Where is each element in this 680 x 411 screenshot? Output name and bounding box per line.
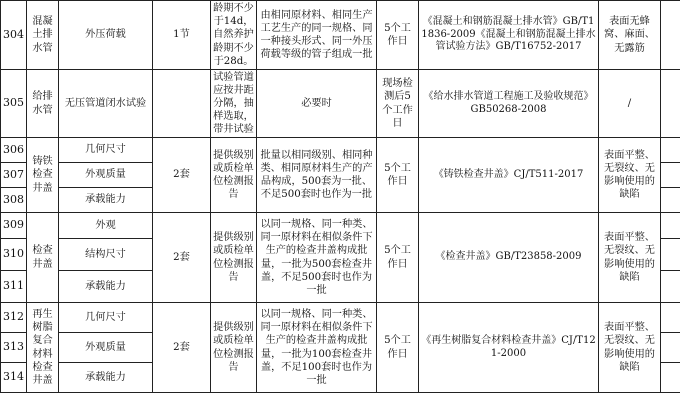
- test-item: 几何尺寸: [59, 303, 153, 333]
- sampling-frequency: 提供级别或质检单位检测报告: [211, 213, 257, 303]
- acceptance-criteria: 表面无蜂窝、麻面、无露筋: [599, 1, 661, 70]
- remarks-cell: [661, 271, 680, 303]
- batch-rule: 以同一规格、同一种类、同一原材料在相似条件下生产的检查井盖构成批量，一批为100套检查井盖，不足100套时也作为一批: [257, 303, 377, 393]
- remarks-cell: [661, 188, 680, 213]
- test-item: 承载能力: [59, 271, 153, 303]
- remarks-cell: [661, 333, 680, 363]
- sample-count: 1节: [153, 1, 211, 70]
- report-period: 5个工作日: [377, 213, 419, 303]
- remarks-cell: [661, 163, 680, 188]
- row-number: 311: [1, 271, 27, 303]
- row-number: 304: [1, 1, 27, 70]
- report-period: 现场检测后5个工作日: [377, 70, 419, 138]
- report-period: 5个工作日: [377, 303, 419, 393]
- row-number: 308: [1, 188, 27, 213]
- standard-reference: 《给水排水管道工程施工及验收规范》GB50268-2008: [419, 70, 599, 138]
- batch-rule: 以同一规格、同一种类、同一原材料在相似条件下生产的检查井盖构成批量，一批为500套检查井盖，不足500套时也作为一批: [257, 213, 377, 303]
- sampling-frequency: 试验管道应按井距分隔，抽样选取，带井试验: [211, 70, 257, 138]
- acceptance-criteria: 表面平整、无裂纹、无影响使用的缺陷: [599, 138, 661, 213]
- row-number: 307: [1, 163, 27, 188]
- product-name: 再生树脂复合材料检查井盖: [27, 303, 59, 393]
- row-number: 306: [1, 138, 27, 163]
- acceptance-criteria: 表面平整、无裂纹、无影响使用的缺陷: [599, 213, 661, 303]
- row-number: 314: [1, 363, 27, 393]
- row-number: 310: [1, 239, 27, 271]
- sample-count: 2套: [153, 213, 211, 303]
- product-name: 混凝土排水管: [27, 1, 59, 70]
- product-name: 检查井盖: [27, 213, 59, 303]
- sample-count: [153, 70, 211, 138]
- row-number: 312: [1, 303, 27, 333]
- test-item: 承载能力: [59, 188, 153, 213]
- remarks-cell: [661, 239, 680, 271]
- test-item: 无压管道闭水试验: [59, 70, 153, 138]
- test-item: 外观质量: [59, 333, 153, 363]
- test-item: 承载能力: [59, 363, 153, 393]
- remarks-cell: [661, 138, 680, 163]
- test-item: 外观: [59, 213, 153, 239]
- row-number: 305: [1, 70, 27, 138]
- table-row: [1, 303, 680, 333]
- batch-rule: 由相同原材料、相同生产工艺生产的同一规格、同一种接头形式、同一外压荷载等级的管子组成一批: [257, 1, 377, 70]
- batch-rule: 必要时: [257, 70, 377, 138]
- remarks-cell: [661, 1, 680, 70]
- acceptance-criteria: /: [599, 70, 661, 138]
- remarks-cell: [661, 303, 680, 333]
- product-name: 给排水管: [27, 70, 59, 138]
- standard-reference: 《检查井盖》GB/T23858-2009: [419, 213, 599, 303]
- table-row: [1, 1, 680, 70]
- remarks-cell: [661, 70, 680, 138]
- standard-reference: 《混凝土和钢筋混凝土排水管》GB/T11836-2009《混凝土和钢筋混凝土排水管试验方法》GB/T16752-2017: [419, 1, 599, 70]
- sample-count: 2套: [153, 138, 211, 213]
- test-item: 外压荷载: [59, 1, 153, 70]
- sampling-frequency: 龄期不少于14d，自然养护龄期不少于28d。: [211, 1, 257, 70]
- remarks-cell: [661, 363, 680, 393]
- report-period: 5个工作日: [377, 138, 419, 213]
- acceptance-criteria: 表面平整、无裂纹、无影响使用的缺陷: [599, 303, 661, 393]
- sampling-frequency: 提供级别或质检单位检测报告: [211, 138, 257, 213]
- test-item: 外观质量: [59, 163, 153, 188]
- row-number: 313: [1, 333, 27, 363]
- test-item: 结构尺寸: [59, 239, 153, 271]
- table-row: [1, 138, 680, 163]
- report-period: 5个工作日: [377, 1, 419, 70]
- table-row: [1, 213, 680, 239]
- sampling-frequency: 提供级别或质检单位检测报告: [211, 303, 257, 393]
- sample-count: 2套: [153, 303, 211, 393]
- standard-reference: 《铸铁检查井盖》CJ/T511-2017: [419, 138, 599, 213]
- batch-rule: 批量以相同级别、相同种类、相同原材料生产的产品构成，500套为一批、不足500套时也作为一批: [257, 138, 377, 213]
- standard-reference: 《再生树脂复合材料检查井盖》CJ/T121-2000: [419, 303, 599, 393]
- table-row: [1, 70, 680, 138]
- row-number: 309: [1, 213, 27, 239]
- test-item: 几何尺寸: [59, 138, 153, 163]
- remarks-cell: [661, 213, 680, 239]
- product-name: 铸铁检查井盖: [27, 138, 59, 213]
